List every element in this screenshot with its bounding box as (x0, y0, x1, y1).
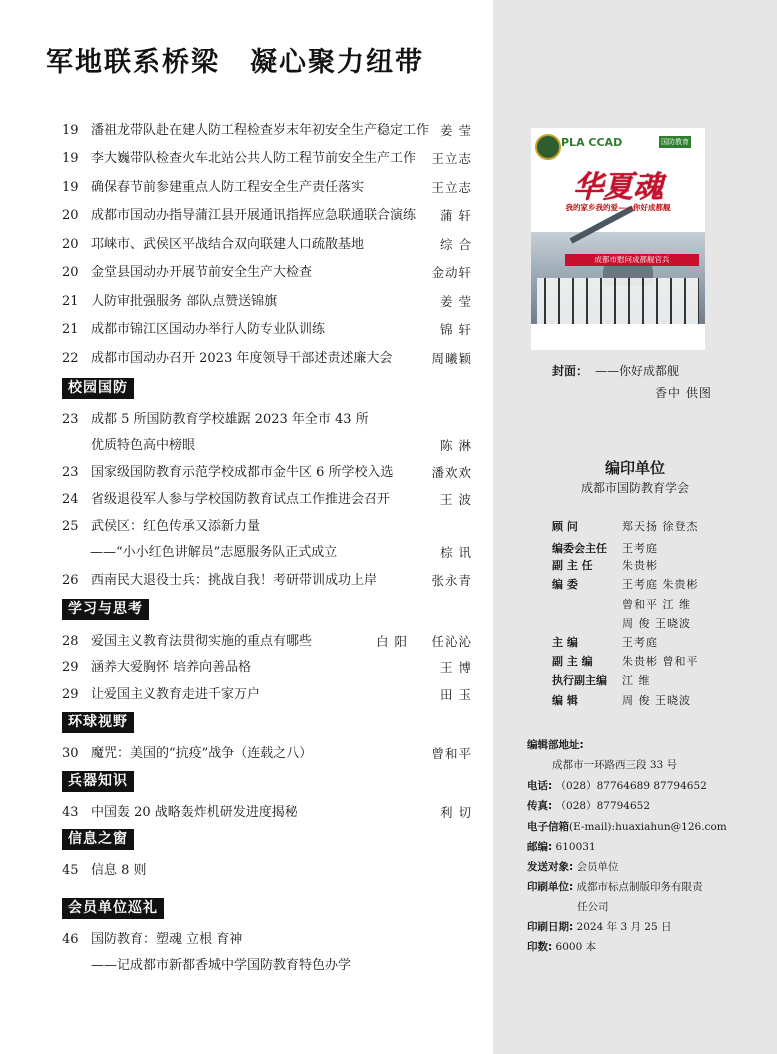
cover-caption-label: 封面： (552, 364, 589, 378)
cover-banner: 成都市慰问成都舰官兵 (565, 254, 699, 266)
section-header-study: 学习与思考 (62, 599, 149, 620)
fax-row: 传真: （028）87794652 (527, 800, 651, 812)
phone-row: 电话: （028）87764689 87794652 (527, 780, 707, 792)
headline-part-1: 军地联系桥梁 (46, 47, 220, 78)
cover-footer (531, 324, 705, 350)
crowd-photo (537, 278, 699, 324)
section-header-world: 环球视野 (62, 712, 134, 733)
email-row[interactable]: 电子信箱(E-mail):huaxiahun@126.com (527, 821, 727, 833)
printer-row-continued: 任公司 (577, 901, 609, 913)
print-date-row: 印刷日期: 2024 年 3 月 25 日 (527, 921, 672, 933)
cover-brand: PLA CCAD (561, 136, 623, 149)
section-header-info: 信息之窗 (62, 829, 134, 850)
cover-title: 华夏魂 (573, 170, 663, 205)
publisher-name: 成都市国防教育学会 (580, 481, 689, 495)
publisher-title: 编印单位 (604, 459, 665, 477)
headline-part-2: 凝心聚力纽带 (250, 47, 424, 78)
pla-emblem-icon (535, 134, 561, 160)
section-header-weapons: 兵器知识 (62, 771, 134, 792)
editorial-address-label: 编辑部地址: (527, 739, 584, 751)
target-row: 发送对象: 会员单位 (527, 861, 619, 873)
cover-badge: 国防教育 (661, 138, 689, 146)
cover-caption-credit: 香中 供图 (655, 386, 712, 400)
cover-caption-text: ——你好成都舰 (595, 364, 680, 378)
editorial-address: 成都市一环路西三段 33 号 (552, 759, 678, 771)
section-header-campus: 校园国防 (62, 378, 134, 399)
zip-row: 邮编: 610031 (527, 841, 596, 853)
section-header-members: 会员单位巡礼 (62, 898, 164, 919)
cover-tagline: 我的家乡我的爱——你好成都舰 (565, 203, 671, 212)
page-headline (46, 40, 424, 79)
magazine-cover-image (531, 128, 705, 350)
printer-row: 印刷单位: 成都市标点制版印务有限责 (527, 881, 703, 893)
print-count-row: 印数: 6000 本 (527, 941, 597, 953)
